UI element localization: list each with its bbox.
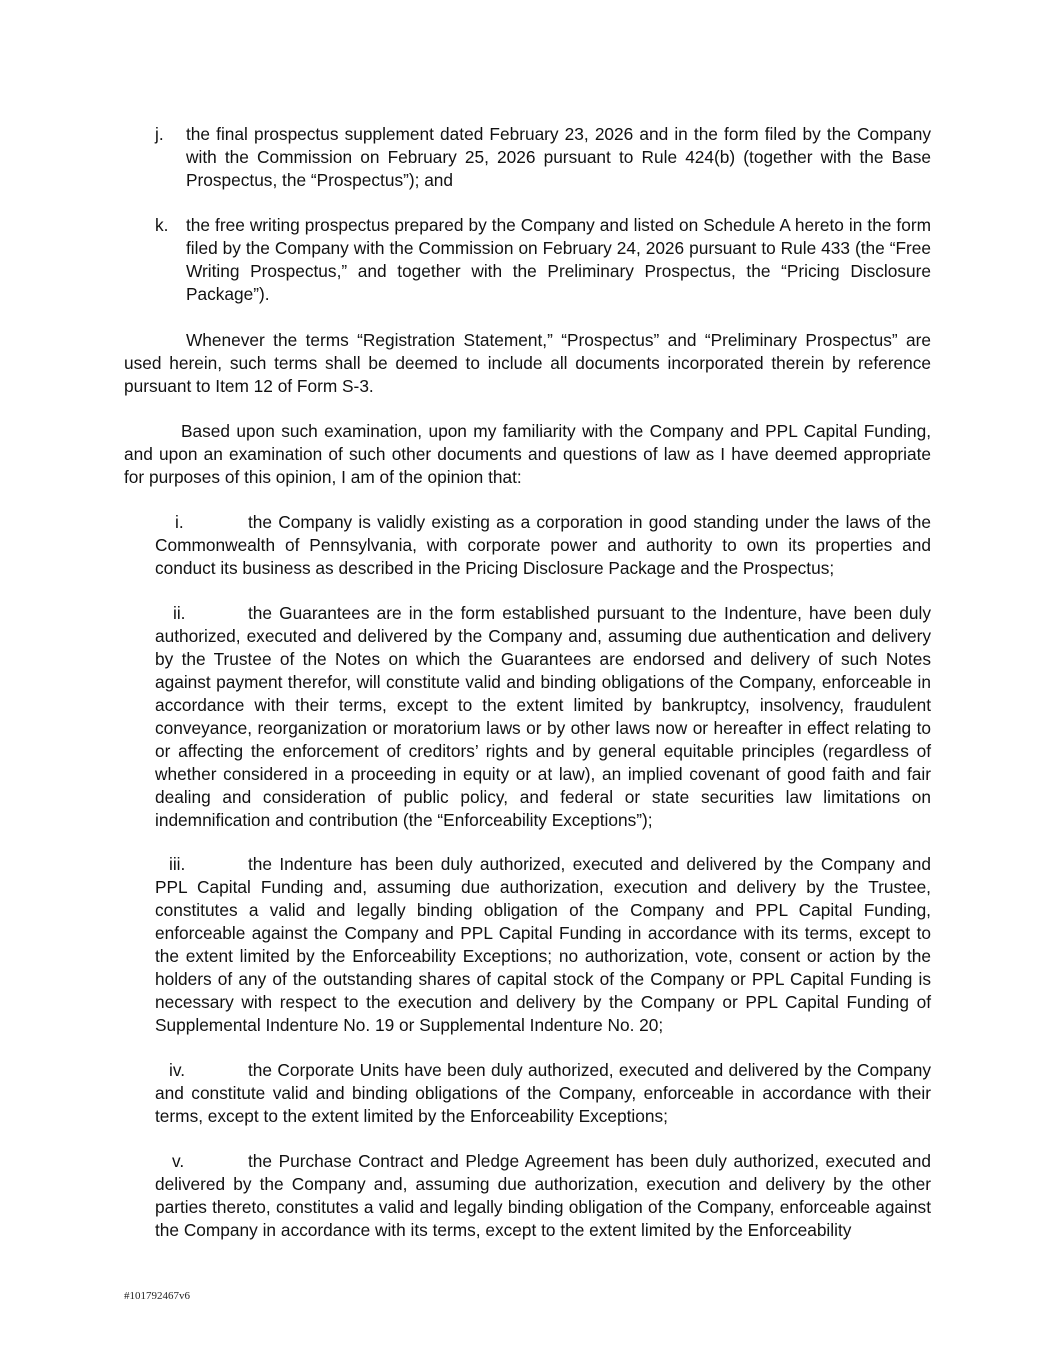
opinion-item-v [155,1150,931,1242]
opinion-marker: v. [172,1151,185,1171]
opinion-item-i [155,511,931,580]
opinion-text: the Indenture has been duly authorized, executed and delivered by the Company and PPL Capital Funding and, assuming due authorization, execution and delivery by the Trustee, constitutes a valid and legally binding obligation of the Company and PPL Capital Funding, enforceable against the Company and PPL Capital Funding in accordance with its terms, except to the extent limited by the Enforceability Exceptions; no authorization, vote, consent or action by the holders of any of the outstanding shares of capital stock of the Company or PPL Capital Funding is necessary with respect to the execution and delivery by the Company or PPL Capital Funding of Supplemental Indenture No. 19 or Supplemental Indenture No. 20; [155,854,931,1035]
opinion-text: the Guarantees are in the form established pursuant to the Indenture, have been duly authorized, executed and delivered by the Company and, assuming due authentication and delivery by the Trustee of the Notes on which the Guarantees are endorsed and delivery of such Notes against payment therefor, will constitute valid and binding obligations of the Company, enforceable in accordance with their terms, except to the extent limited by bankruptcy, insolvency, fraudulent conveyance, reorganization or moratorium laws or by other laws now or hereafter in effect relating to or affecting the enforcement of creditors’ rights and by general equitable principles (regardless of whether considered in a proceeding in equity or at law), an implied covenant of good faith and fair dealing and consideration of public policy, and federal or state securities law limitations on indemnification and contribution (the “Enforceability Exceptions”); [155,603,931,830]
opinion-marker: ii. [173,603,186,623]
document-id-footer: #101792467v6 [124,1290,190,1302]
opinion-item-ii [155,602,931,832]
opinion-text: the Purchase Contract and Pledge Agreement has been duly authorized, executed and delivered by the Company and, assuming due authorization, execution and delivery by the other parties thereto, constitutes a valid and legally binding obligation of the Company, enforceable against the Company in accordance with its terms, except to the extent limited by the Enforceability [155,1151,931,1240]
opinion-item-iii [155,853,931,1037]
opinion-marker: iii. [169,854,186,874]
list-item-j [155,123,931,192]
list-item-text: the final prospectus supplement dated February 23, 2026 and in the form filed by the Company with the Commission on February 25, 2026 pursuant to Rule 424(b) (together with the Base Prospectus, the “Prospectus”); and [186,124,931,190]
list-marker: j. [155,124,164,144]
list-item-text: the free writing prospectus prepared by the Company and listed on Schedule A hereto in the form filed by the Company with the Commission on February 24, 2026 pursuant to Rule 433 (the “Free Writing Prospectus,” and together with the Preliminary Prospectus, the “Pricing Disclosure Package”). [186,215,931,304]
list-item-k [155,214,931,306]
opinion-marker: i. [175,512,184,532]
opinion-text: the Corporate Units have been duly authorized, executed and delivered by the Company and constitute valid and binding obligations of the Company, enforceable in accordance with their terms, except to the extent limited by the Enforceability Exceptions; [155,1060,931,1126]
opinion-text: the Company is validly existing as a corporation in good standing under the laws of the Commonwealth of Pennsylvania, with corporate power and authority to own its properties and conduct its business as described in the Pricing Disclosure Package and the Prospectus; [155,512,931,578]
list-marker: k. [155,215,169,235]
opinion-marker: iv. [169,1060,185,1080]
opinion-item-iv [155,1059,931,1128]
definitions-paragraph: Whenever the terms “Registration Statement,” “Prospectus” and “Preliminary Prospectus” are used herein, such terms shall be deemed to include all documents incorporated therein by reference pursuant to Item 12 of Form S-3. [124,330,931,396]
opinion-intro-paragraph: Based upon such examination, upon my familiarity with the Company and PPL Capital Funding, and upon an examination of such other documents and questions of law as I have deemed appropriate for purposes of this opinion, I am of the opinion that: [124,421,931,487]
